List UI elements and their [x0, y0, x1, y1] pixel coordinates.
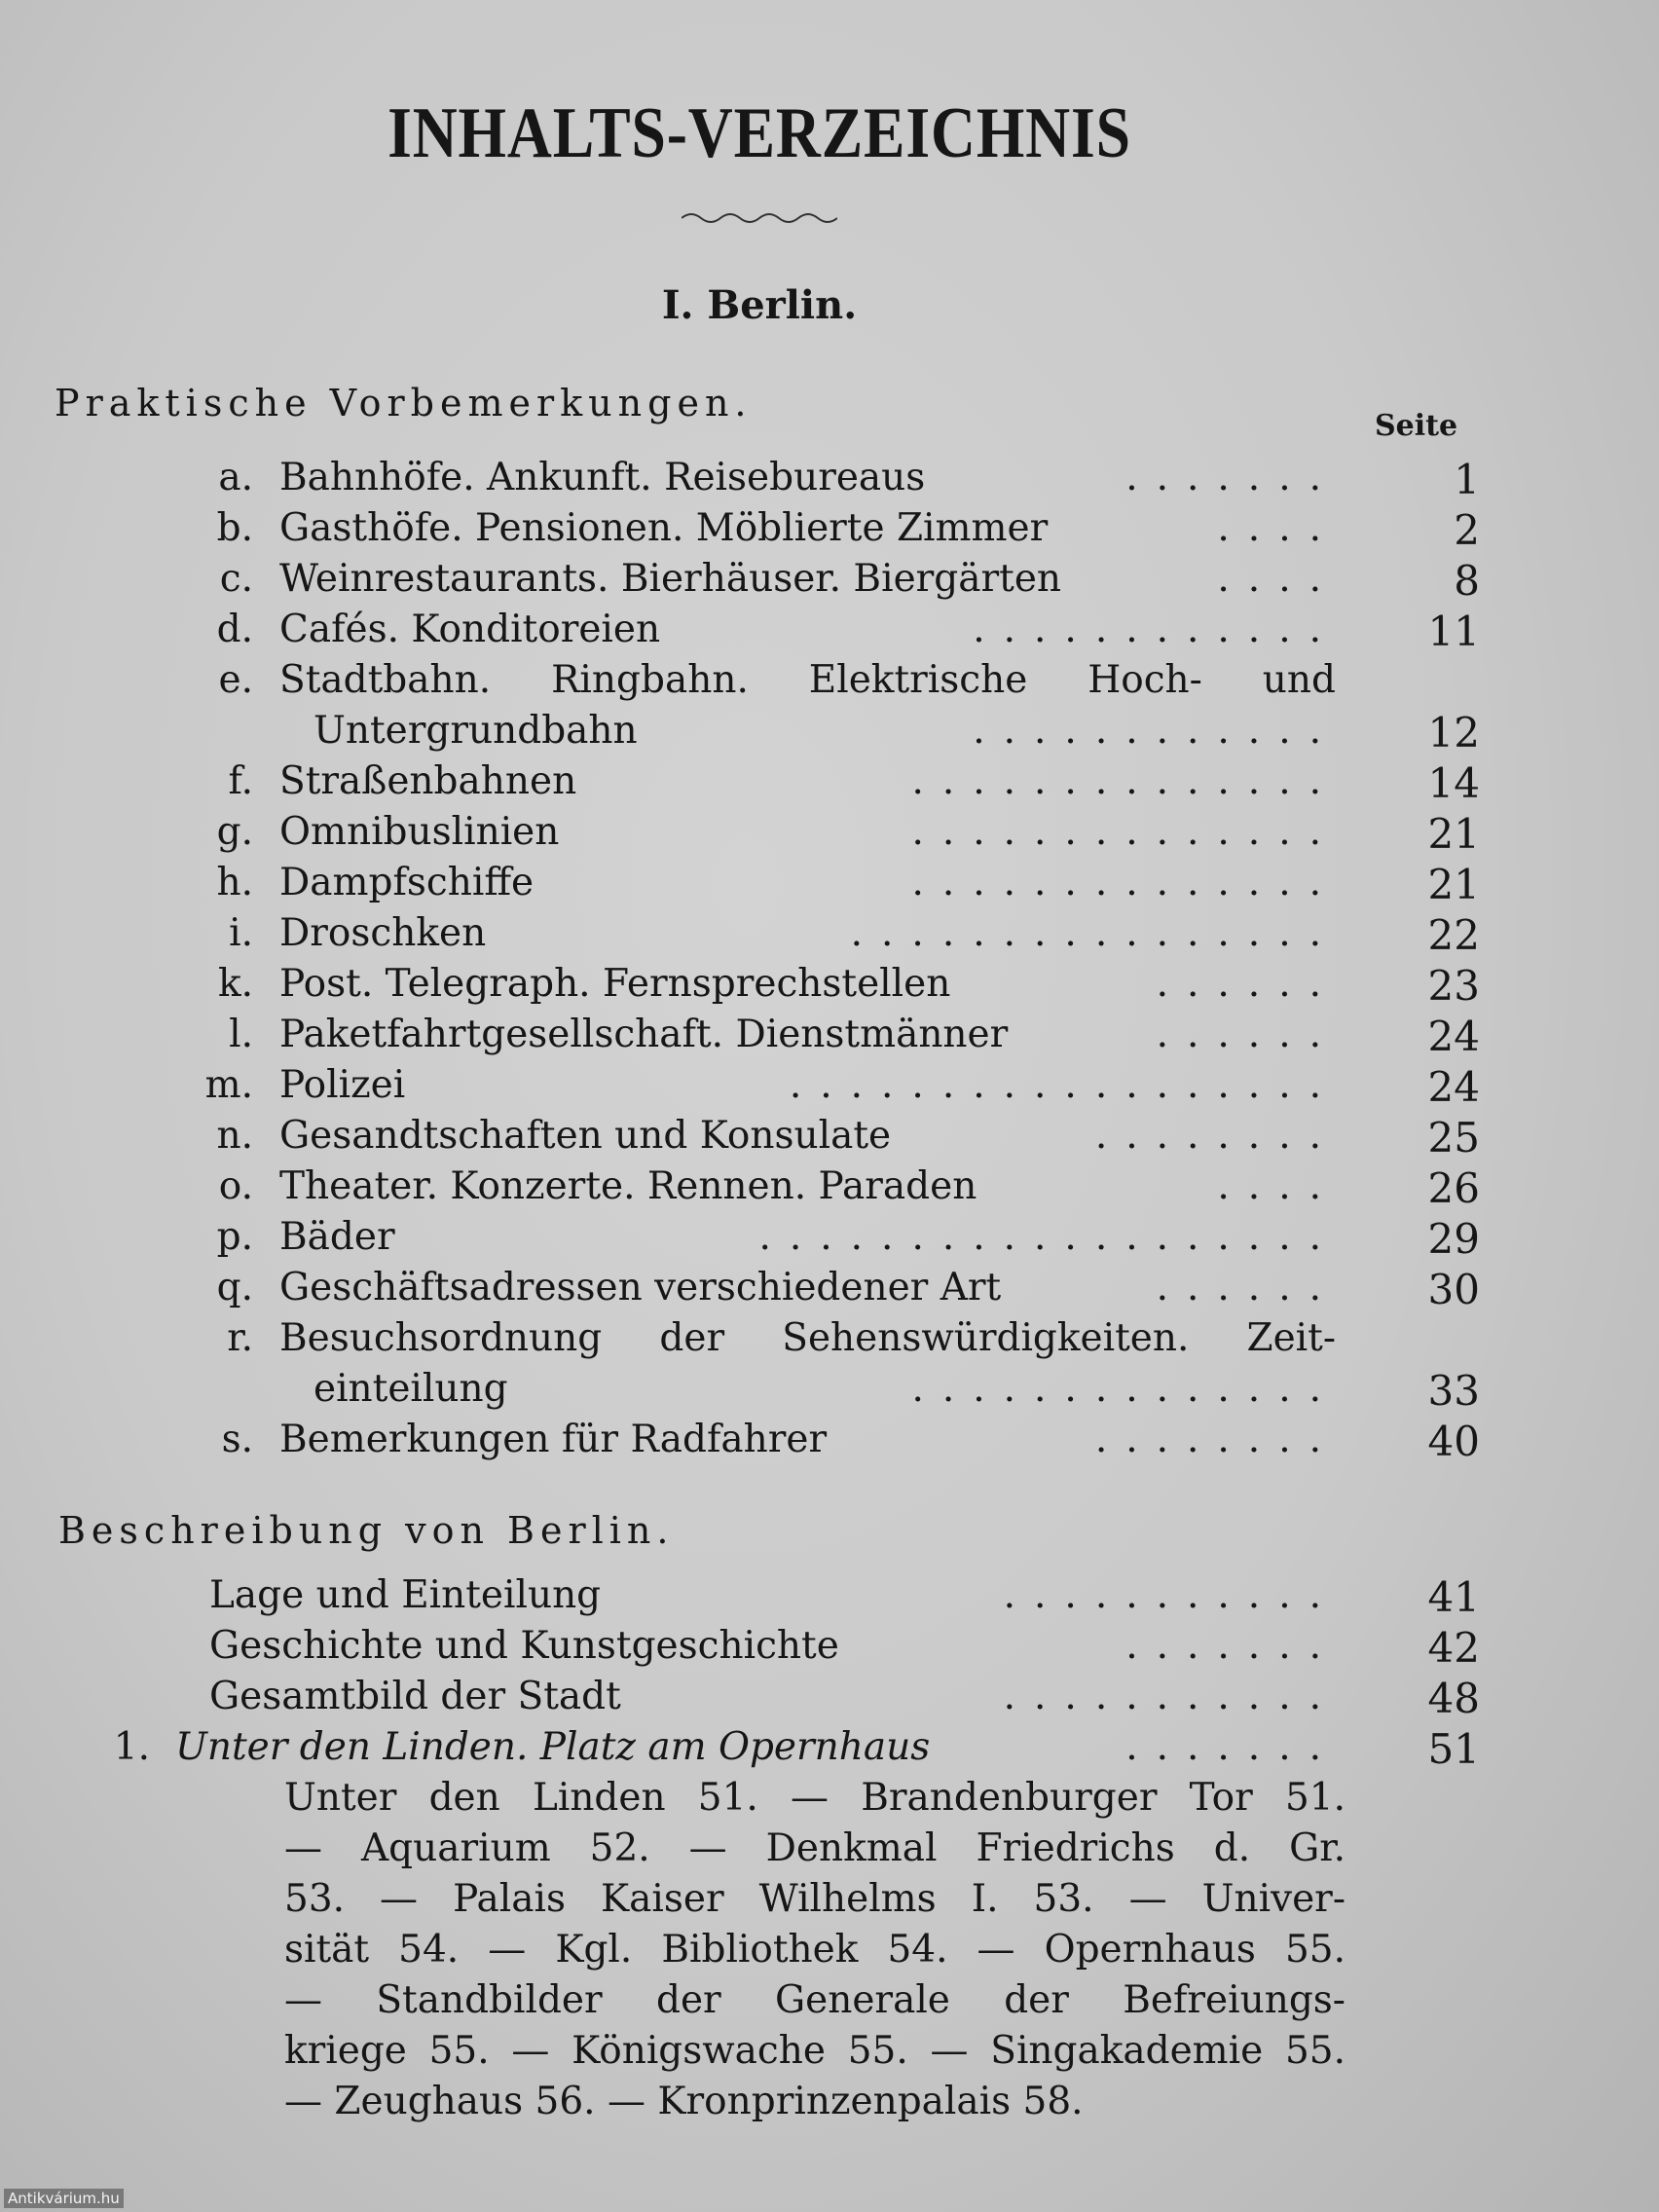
entry-page-number: 40 — [1427, 1418, 1480, 1465]
section-heading-praktische-vorbemerkungen: Praktische Vorbemerkungen. — [55, 382, 753, 424]
entry-title: Paketfahrtgesellschaft. Dienstmänner — [279, 1013, 1009, 1056]
entry-title: Bemerkungen für Radfahrer — [279, 1418, 828, 1461]
entry-letter: q. — [216, 1266, 253, 1309]
chapter-title: Unter den Linden. Platz am Opernhaus — [175, 1725, 931, 1769]
entry-letter: i. — [229, 911, 253, 955]
leader-dots: .............. — [911, 759, 1340, 803]
entry-page-number: 22 — [1427, 911, 1480, 959]
leader-dots: .... — [1217, 1164, 1340, 1208]
part-title: I. Berlin. — [661, 282, 858, 328]
entry-page-number: 8 — [1454, 557, 1480, 605]
description-line: Unter den Linden 51. — Brandenburger Tor 51. — [284, 1776, 1346, 1820]
entry-letter: m. — [204, 1063, 253, 1107]
entry-letter: f. — [228, 759, 253, 803]
leader-dots: ............ — [973, 608, 1340, 651]
entry-title-continuation: Untergrundbahn — [313, 709, 638, 753]
entry-page-number: 1 — [1454, 456, 1480, 503]
entry-letter: c. — [219, 557, 253, 601]
entry-title: Cafés. Konditoreien — [279, 608, 661, 651]
section-heading-beschreibung-von-berlin: Beschreibung von Berlin. — [58, 1509, 675, 1552]
leader-dots: ...... — [1156, 1266, 1340, 1309]
toc-entry — [0, 1624, 1659, 1675]
entry-letter: l. — [229, 1013, 253, 1056]
entry-title-continuation: einteilung — [313, 1367, 508, 1411]
entry-title: Stadtbahn. Ringbahn. Elektrische Hoch- und — [279, 658, 1336, 702]
watermark-label: Antikvárium.hu — [4, 2189, 124, 2208]
entry-title: Bäder — [279, 1215, 395, 1259]
entry-letter: e. — [218, 658, 253, 702]
toc-entry — [0, 1013, 1659, 1063]
entry-title: Droschken — [279, 911, 487, 955]
description-line: 53. — Palais Kaiser Wilhelms I. 53. — Univer- — [284, 1877, 1346, 1921]
entry-page-number: 23 — [1427, 962, 1480, 1010]
entry-title: Theater. Konzerte. Rennen. Paraden — [279, 1164, 977, 1208]
toc-entry — [0, 962, 1659, 1013]
entry-page-number: 30 — [1427, 1266, 1480, 1313]
entry-title: Post. Telegraph. Fernsprechstellen — [279, 962, 951, 1006]
toc-entry-continuation — [0, 1367, 1659, 1418]
entry-page-number: 24 — [1427, 1013, 1480, 1060]
leader-dots: .............. — [911, 861, 1340, 904]
toc-entry — [0, 1063, 1659, 1114]
entry-page-number: 48 — [1427, 1675, 1480, 1722]
entry-letter: a. — [218, 456, 253, 499]
toc-entry-continuation — [0, 709, 1659, 759]
entry-page-number: 12 — [1427, 709, 1480, 756]
entry-letter: s. — [221, 1418, 253, 1461]
toc-entry — [0, 1675, 1659, 1725]
entry-page-number: 25 — [1427, 1114, 1480, 1161]
decorative-rule — [682, 206, 837, 226]
leader-dots: ....... — [1125, 1725, 1340, 1769]
toc-entry — [0, 1418, 1659, 1468]
entry-page-number: 33 — [1427, 1367, 1480, 1415]
entry-letter: k. — [217, 962, 253, 1006]
toc-entry — [0, 456, 1659, 506]
toc-entry — [0, 658, 1659, 709]
entry-title: Straßenbahnen — [279, 759, 577, 803]
toc-entry — [0, 1316, 1659, 1367]
page-column-label: Seite — [1375, 409, 1458, 443]
leader-dots: ........... — [1003, 1675, 1340, 1718]
entry-page-number: 21 — [1427, 810, 1480, 858]
leader-dots: ...... — [1156, 1013, 1340, 1056]
entry-title: Omnibuslinien — [279, 810, 560, 854]
entry-letter: r. — [227, 1316, 253, 1360]
description-line: — Zeughaus 56. — Kronprinzenpalais 58. — [284, 2080, 1084, 2123]
toc-entry — [0, 861, 1659, 911]
entry-title: Gesandtschaften und Konsulate — [279, 1114, 892, 1158]
entry-letter: d. — [216, 608, 253, 651]
entry-page-number: 41 — [1427, 1573, 1480, 1621]
leader-dots: ....... — [1125, 456, 1340, 499]
toc-entry — [0, 1266, 1659, 1316]
toc-entry — [0, 608, 1659, 658]
toc-entry — [0, 1164, 1659, 1215]
entry-page-number: 29 — [1427, 1215, 1480, 1263]
leader-dots: ........... — [1003, 1573, 1340, 1617]
entry-title: Gesamtbild der Stadt — [209, 1675, 621, 1718]
chapter-number: 1. — [113, 1725, 150, 1769]
entry-letter: p. — [216, 1215, 253, 1259]
entry-page-number: 26 — [1427, 1164, 1480, 1212]
toc-chapter-entry — [0, 1725, 1659, 1776]
entry-title: Gasthöfe. Pensionen. Möblierte Zimmer — [279, 506, 1049, 550]
entry-page-number: 24 — [1427, 1063, 1480, 1111]
entry-title: Besuchsordnung der Sehenswürdigkeiten. Zeit- — [279, 1316, 1336, 1360]
entry-title: Weinrestaurants. Bierhäuser. Biergärten — [279, 557, 1062, 601]
entry-letter: b. — [216, 506, 253, 550]
leader-dots: ................... — [758, 1215, 1340, 1259]
description-line: sität 54. — Kgl. Bibliothek 54. — Opernhaus 55. — [284, 1928, 1346, 1972]
leader-dots: .................. — [789, 1063, 1340, 1107]
entry-page-number: 14 — [1427, 759, 1480, 807]
toc-entry — [0, 557, 1659, 608]
leader-dots: ...... — [1156, 962, 1340, 1006]
leader-dots: ........ — [1094, 1114, 1340, 1158]
entry-title: Geschichte und Kunstgeschichte — [209, 1624, 839, 1668]
toc-entry — [0, 1215, 1659, 1266]
leader-dots: ............ — [973, 709, 1340, 753]
toc-entry — [0, 506, 1659, 557]
leader-dots: .............. — [911, 1367, 1340, 1411]
entry-letter: h. — [216, 861, 253, 904]
toc-entry — [0, 810, 1659, 861]
entry-letter: g. — [216, 810, 253, 854]
entry-title: Geschäftsadressen verschiedener Art — [279, 1266, 1002, 1309]
entry-page-number: 11 — [1427, 608, 1480, 655]
description-line: kriege 55. — Königswache 55. — Singakademie 55. — [284, 2029, 1346, 2073]
leader-dots: ................ — [850, 911, 1340, 955]
entry-title: Bahnhöfe. Ankunft. Reisebureaus — [279, 456, 926, 499]
description-line: — Aquarium 52. — Denkmal Friedrichs d. Gr. — [284, 1826, 1346, 1870]
page-title: INHALTS-VERZEICHNIS — [387, 93, 1131, 173]
entry-letter: n. — [216, 1114, 253, 1158]
entry-title: Dampfschiffe — [279, 861, 535, 904]
entry-page-number: 2 — [1454, 506, 1480, 554]
entry-page-number: 21 — [1427, 861, 1480, 908]
leader-dots: ........ — [1094, 1418, 1340, 1461]
leader-dots: .... — [1217, 506, 1340, 550]
toc-entry — [0, 759, 1659, 810]
leader-dots: ....... — [1125, 1624, 1340, 1668]
leader-dots: .............. — [911, 810, 1340, 854]
entry-title: Polizei — [279, 1063, 406, 1107]
entry-page-number: 42 — [1427, 1624, 1480, 1672]
toc-entry — [0, 1114, 1659, 1164]
description-line: — Standbilder der Generale der Befreiungs- — [284, 1978, 1346, 2022]
toc-entry — [0, 911, 1659, 962]
entry-title: Lage und Einteilung — [209, 1573, 602, 1617]
entry-letter: o. — [218, 1164, 253, 1208]
leader-dots: .... — [1217, 557, 1340, 601]
toc-entry — [0, 1573, 1659, 1624]
entry-page-number: 51 — [1427, 1725, 1480, 1773]
